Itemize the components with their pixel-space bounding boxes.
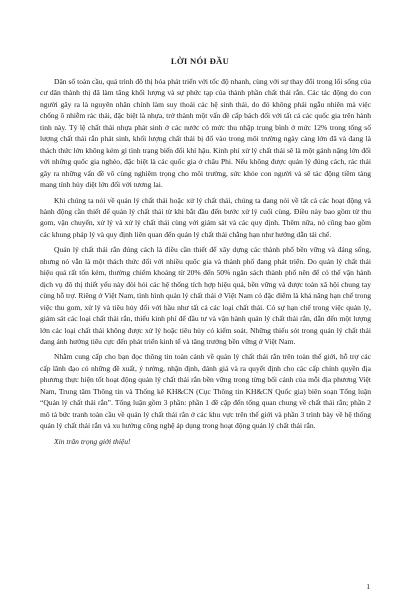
- page-title: LỜI NÓI ĐẦU: [170, 56, 230, 66]
- page-number: 1: [366, 582, 370, 591]
- paragraph-3: Quản lý chất thải rắn đúng cách là điều cần thiết để xây dựng các thành phố bền vững và đáng sống, nhưng nó vẫn là một thách thức đối với nhiều quốc gia và thành phố đang phát triển. Do quản lý chất thải hiệu quả rất tốn kém, thường chiếm khoảng từ 20% đến 50% ngân sách thành phố nên để có thể vận hành dịch vụ đô thị thiết yếu này đòi hỏi các hệ thống tích hợp hiệu quả, bền vững và được toàn xã hội chung tay cùng hỗ trợ. Riêng ở Việt Nam, tình hình quản lý chất thải ở Việt Nam có đặc điểm là khả năng hạn chế trong việc thu gom, xử lý và tiêu hủy đối với hầu như tất cả các loại chất thải. Có sự hạn chế trong việc quản lý, giám sát các loại chất thải rắn, thiếu kinh phí để đầu tư và vận hành quản lý chất thải rắn, dẫn đến một lượng lớn các loại chất thải không được xử lý hoặc tiêu hủy có kiểm soát. Những thiếu sót trong quản lý chất thải đang ảnh hưởng tiêu cực đến phát triển kinh tế và tăng trưởng bền vững ở Việt Nam.: [40, 245, 371, 346]
- paragraph-4: Nhằm cung cấp cho bạn đọc thông tin toàn cảnh về quản lý chất thải rắn trên toàn thế giới, hỗ trợ các cấp lãnh đạo có những đề xuất, ý tưởng, nhận định, đánh giá và ra quyết định cho các cấp chính quyền địa phương thực hiện tốt hoạt động quản lý chất thải rắn bền vững trong từng bối cảnh của mỗi địa phương Việt Nam, Trung tâm Thông tin và Thống kê KH&CN (Cục Thông tin KH&CN Quốc gia) biên soạn Tổng luận “Quản lý chất thải rắn”. Tổng luận gồm 3 phần: phần 1 đề cập đến tổng quan chung về chất thải rắn; phần 2 mô tả bức tranh toàn cầu về quản lý chất thải rắn ở các khu vực trên thế giới và phần 3 trình bày về hệ thống quản lý chất thải rắn và xu hướng công nghệ áp dụng trong hoạt động quản lý chất thải rắn.: [40, 352, 371, 431]
- closing-line: Xin trân trọng giới thiệu!: [54, 436, 131, 446]
- document-body: [40, 76, 371, 447]
- paragraph-2: Khi chúng ta nói về quản lý chất thải hoặc xử lý chất thải, chúng ta đang nói về tất cả các hoạt động và hành động cần thiết để quản lý chất thải từ khi bắt đầu đến bước xử lý cuối cùng. Điều này bao gồm từ thu gom, vận chuyển, xử lý và xử lý chất thải cùng với giám sát và các quy định. Thêm nữa, nó cũng bao gồm các khung pháp lý và quy định liên quan đến quản lý chất thải chẳng hạn như hướng dẫn tái chế.: [40, 195, 371, 239]
- paragraph-1: Dân số toàn cầu, quá trình đô thị hóa phát triển với tốc độ nhanh, cùng với sự thay đổi trong lối sống của cư dân thành thị đã làm tăng khối lượng và sự phức tạp của thành phần chất thải rắn. Các tác động do con người gây ra là nguyên nhân chính làm suy thoái các hệ sinh thái, do đó không phải ngẫu nhiên mà việc chống ô nhiễm rác thải, đặc biệt là nhựa, trở thành một vấn đề cấp bách đối với tất cả các quốc gia trên hành tinh này. Tỷ lệ chất thải nhựa phát sinh ở các nước có mức thu nhập trung bình ở mức 12% trong tổng số lượng chất thải rắn phát sinh, khối lượng chất thải bị đổ vào trong môi trường ngày càng lớn đã và đang là thách thức lớn không kém gì tình trạng biến đổi khí hậu. Kinh phí xử lý chất thải sẽ là một gánh nặng lớn đối với những quốc gia nghèo, đặc biệt là các quốc gia ở châu Phi. Nếu không được quản lý đúng cách, rác thải gây ra những vấn đề vô cùng nghiêm trọng cho môi trường, sức khỏe con người và sẽ tác động tiềm tàng mang tính hủy diệt lớn đối với tương lai.: [40, 77, 371, 190]
